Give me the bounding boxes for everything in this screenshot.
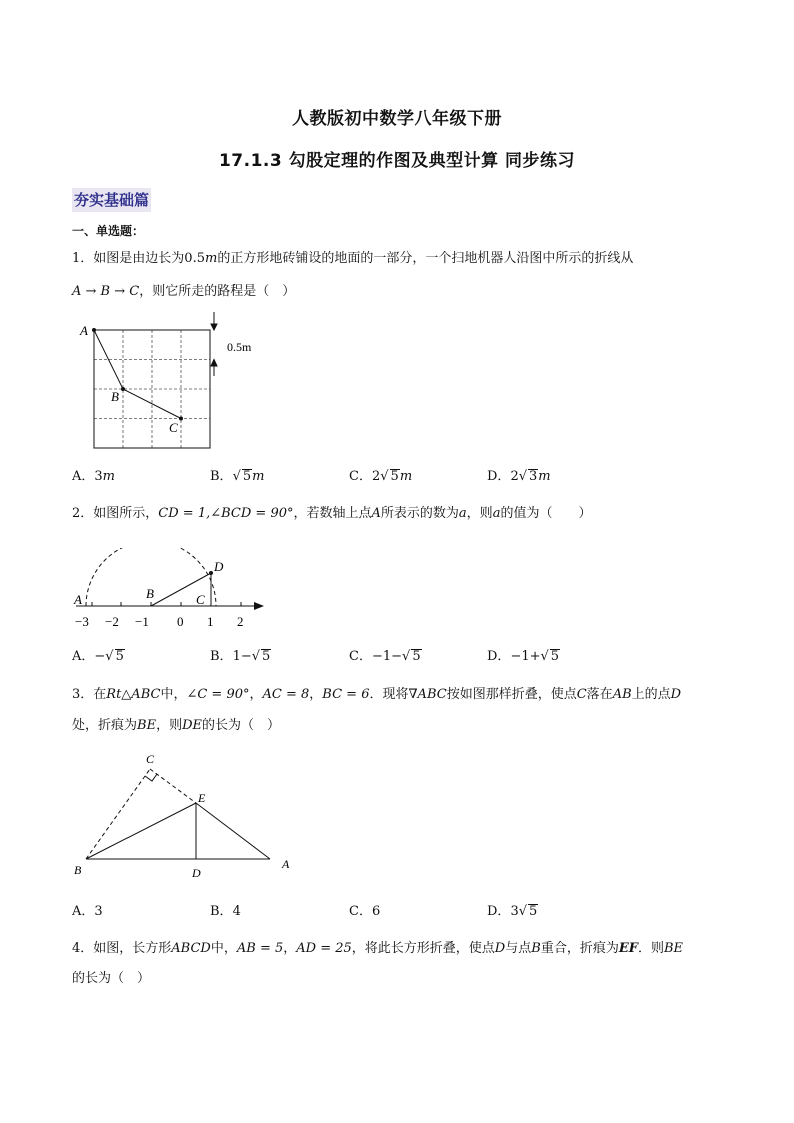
point-d-dot: [209, 571, 213, 575]
right-angle-mark: [145, 774, 157, 781]
section-heading: 夯实基础篇: [72, 188, 151, 212]
q2-option-b[interactable]: B．1−√ 5: [210, 649, 271, 664]
q1-option-c[interactable]: C．2√ 5m: [349, 469, 413, 484]
q2-option-c[interactable]: C．−1−√ 5: [349, 649, 421, 664]
tick-label: 2: [237, 614, 244, 629]
question-4-line-1: 4．如图，长方形ABCD中，AB = 5，AD = 25，将此长方形折叠，使点D与点B重合，折痕为EF．则BE: [72, 941, 684, 956]
label-b: B: [74, 863, 82, 877]
question-number: 2．: [72, 506, 94, 521]
label-a: A: [80, 323, 88, 338]
label-b: B: [111, 389, 119, 404]
measure-arrows: [211, 312, 217, 376]
label-d: D: [214, 559, 224, 574]
label-c: C: [169, 420, 178, 435]
question-4-line-2: 的长为（ ）: [72, 971, 151, 986]
label-a: A: [74, 592, 82, 607]
label-c: C: [196, 592, 205, 607]
tick-label: −2: [105, 614, 119, 629]
q3-option-d[interactable]: D．3√ 5: [487, 904, 538, 919]
tick-label: 1: [207, 614, 214, 629]
q1-option-a[interactable]: A．3m: [72, 469, 115, 484]
question-1-line-2: A → B → C，则它所走的路程是（ ）: [72, 284, 296, 299]
part-heading: 一、单选题：: [72, 224, 145, 238]
q1-option-d[interactable]: D．2√ 3m: [487, 469, 551, 484]
q3-option-c[interactable]: C．6: [349, 904, 381, 919]
question-number: 3．: [72, 687, 94, 702]
question-2-figure: [66, 548, 276, 632]
label-d: D: [192, 866, 201, 880]
q2-option-a[interactable]: A．−√ 5: [72, 649, 124, 664]
q1-option-b[interactable]: B．√ 5m: [210, 469, 265, 484]
number-line-arrow: [254, 602, 264, 610]
measure-label: 0.5m: [227, 340, 252, 354]
point-a-dot: [92, 328, 96, 332]
question-3-line-2: 处，折痕为BE，则DE的长为（ ）: [72, 718, 281, 733]
label-e: E: [198, 791, 206, 805]
label-b: B: [146, 586, 154, 601]
path-expression: A → B → C: [72, 284, 140, 299]
question-3-line-1: 3．在Rt△ABC中，∠C = 90°，AC = 8，BC = 6．现将∇ABC按如图那样折叠，使点C落在AB上的点D: [72, 687, 682, 702]
page-subtitle: 17.1.3 勾股定理的作图及典型计算 同步练习: [218, 151, 576, 171]
point-b-dot: [121, 387, 125, 391]
question-1-line-1: 1．如图是由边长为0.5m的正方形地砖铺设的地面的一部分，一个扫地机器人沿图中所示的折线从: [72, 251, 634, 266]
q3-option-b[interactable]: B．4: [210, 904, 241, 919]
tick-label: −1: [135, 614, 149, 629]
tick-label: 0: [177, 614, 184, 629]
question-3-figure: [66, 744, 306, 884]
label-c: C: [146, 752, 155, 766]
tick-label: −3: [75, 614, 89, 629]
q2-option-d[interactable]: D．−1+√ 5: [487, 649, 560, 664]
point-c-dot: [179, 417, 183, 421]
question-number: 1．: [72, 251, 94, 266]
question-1-figure: [70, 310, 270, 455]
question-2-line-1: 2．如图所示，CD = 1,∠BCD = 90°，若数轴上点A所表示的数为a，则a的值为（ ）: [72, 506, 592, 521]
q3-option-a[interactable]: A．3: [72, 904, 103, 919]
label-a: A: [282, 857, 290, 871]
question-number: 4．: [72, 941, 94, 956]
page-title: 人教版初中数学八年级下册: [292, 109, 502, 129]
